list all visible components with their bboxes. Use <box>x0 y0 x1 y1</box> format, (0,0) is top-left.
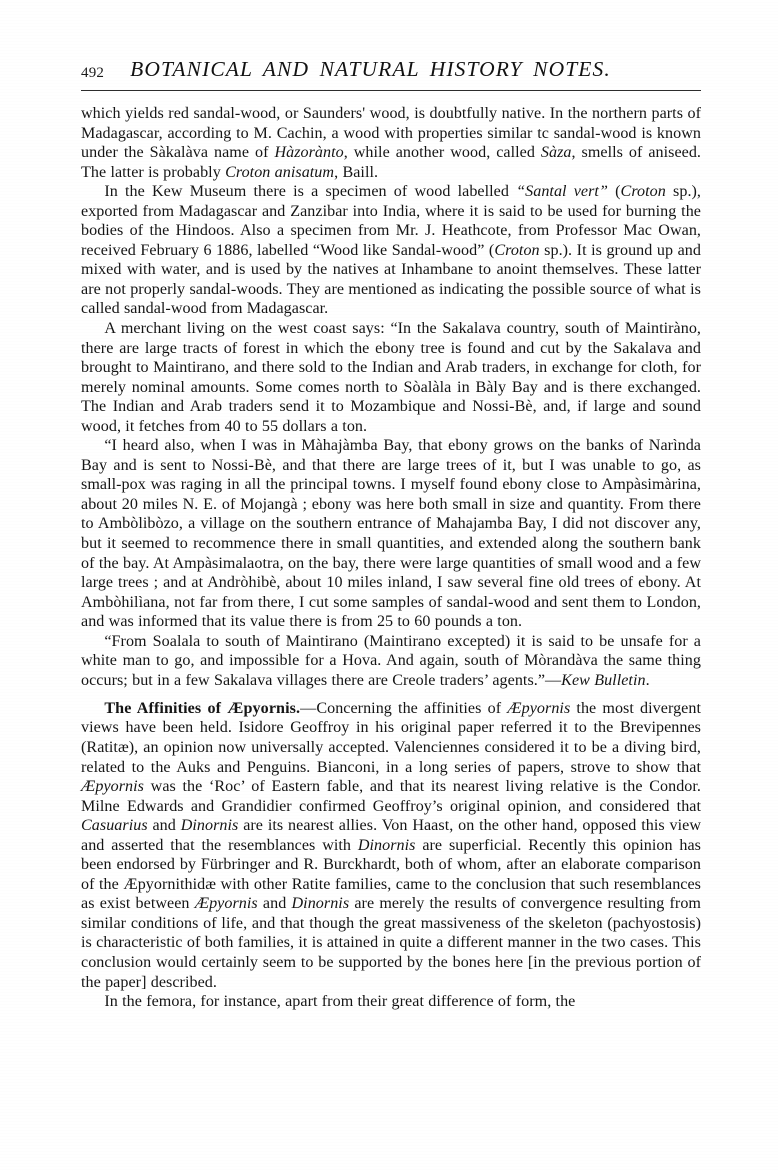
text-run: “From Soalala to south of Maintirano (Maintirano excepted) it is said to be unsafe for a white man to go, and impossible for a Hova. And again, south of Mòrandàva the same thing occurs; but in a few Sakalava villages there are Creole traders’ agents.”— <box>81 632 701 689</box>
paragraph-p1-sandalwood-continuation <box>81 104 701 182</box>
italic-phrase: Croton anisatum <box>225 163 335 181</box>
text-run: —Concerning the affinities of <box>300 699 508 717</box>
running-head-title: BOTANICAL AND NATURAL HISTORY NOTES. <box>130 57 611 81</box>
body-text-column <box>81 104 701 1012</box>
paragraph-p2-kew-museum <box>81 182 701 319</box>
text-run: , smells of aniseed. The latter is probably <box>81 144 702 181</box>
italic-phrase: Dinornis <box>180 817 239 835</box>
header-rule-divider <box>81 90 701 91</box>
text-run: sp.). It is ground up and mixed with water, and is used by the natives at Inhambane to anoint themselves. These latter are not properly sandal-woods. They are mentioned as indicating the possible source of what is called sandal-wood from Madagascar. <box>81 241 701 318</box>
italic-phrase: Dinornis <box>357 836 416 854</box>
paragraph-p5-soalala-kew-bulletin <box>81 632 701 691</box>
text-run: , Baill. <box>334 163 379 181</box>
running-head <box>81 57 700 82</box>
text-run: . <box>645 671 650 689</box>
italic-phrase: Æpyornis <box>507 699 571 717</box>
italic-phrase: Hàzorànto <box>274 144 344 162</box>
text-run: and <box>257 895 292 913</box>
text-run: are merely the results of convergence resulting from similar conditions of life, and that though the great massiveness of the skeleton (pachyostosis) is characteristic of both families, it is attained in quite a different manner in the two cases. This conclusion would certainly seem to be supported by the bones here [in the previous portion of the paper] described. <box>81 895 701 991</box>
text-run: are its nearest allies. Von Haast, on the other hand, opposed this view and asserted that the resemblances with <box>81 817 701 854</box>
text-run: “I heard also, when I was in Màhajàmba Bay, that ebony grows on the banks of Narìnda Bay and is sent to Nossi-Bè, and that there are large trees of it, but I was unable to go, as small-pox was raging in all the principal towns. I myself found ebony close to Ampàsimàrina, about 20 miles N. E. of Mojangà ; ebony was here both small in size and quantity. From there to Ambòlibòzo, a village on the southern entrance of Mahajamba Bay, I did not discover any, but it seemed to recommence there in small quantities, and extended along the southern bank of the bay. At Ampàsimalaotra, on the bay, there were large quantities of small wood and a few large trees ; and at Andròhibè, about 10 miles inland, I saw several fine old trees of ebony. At Ambòhilìana, not far from there, I cut some samples of sandal-wood and sent them to London, and was informed that its value there is from 25 to 60 pounds a ton. <box>81 437 701 631</box>
text-run: ( <box>607 183 621 201</box>
text-run: sp.), exported from Madagascar and Zanzibar into India, where it is said to be used for burning the bodies of the Hindoos. Also a specimen from Mr. J. Heathcote, from Professor Mac Owan, received February 6 1886, labelled “Wood like Sandal-wood” ( <box>81 183 701 259</box>
text-run: In the Kew Museum there is a specimen of wood labelled <box>104 183 517 201</box>
italic-phrase: Croton <box>620 183 666 201</box>
paragraph-p6-affinities-aepyornis <box>81 699 701 992</box>
text-run: which yields red sandal-wood, or Saunders' wood, is doubtfully native. In the northern parts of Madagascar, according to M. Cachin, a wood with properties similar tc sandal-wood is known under the Sàkalàva name of <box>81 105 701 162</box>
italic-phrase: “Santal vert” <box>516 183 608 201</box>
text-run: the most divergent views have been held. Isidore Geoffroy in his original paper referred it to the Brevipennes (Ratitæ), an opinion now universally accepted. Valenciennes considered it to be a diving bird, related to the Auks and Penguins. Bianconi, in a long series of papers, strove to show that <box>81 699 701 776</box>
text-run: and <box>147 817 181 835</box>
text-run: In the femora, for instance, apart from their great difference of form, the <box>104 993 576 1011</box>
section-runin-title: The Affinities of Æpyornis. <box>104 699 301 717</box>
italic-phrase: Æpyornis <box>194 895 258 913</box>
italic-phrase: Casuarius <box>81 817 148 835</box>
italic-phrase: Sàza <box>540 144 572 162</box>
italic-phrase: Dinornis <box>291 895 350 913</box>
paragraph-p3-merchant-west-coast <box>81 319 701 436</box>
italic-phrase: Croton <box>494 241 540 259</box>
text-run: are superficial. Recently this opinion has been endorsed by Fürbringer and R. Burckhardt, both of whom, after an elaborate comparison of the Æpyornithidæ with other Ratite families, came to the conclusion that such resemblances as exist between <box>81 836 701 913</box>
text-run: , while another wood, called <box>343 144 541 162</box>
text-run: was the ‘Roc’ of Eastern fable, and that its nearest living relative is the Condor. Milne Edwards and Grandidier confirmed Geoffroy’s original opinion, and considered that <box>81 778 701 815</box>
page-folio-number: 492 <box>81 65 105 81</box>
paragraph-p4-heard-also-mahajamba <box>81 436 701 631</box>
italic-phrase: Æpyornis <box>81 778 144 796</box>
text-run: A merchant living on the west coast says: “In the Sakalava country, south of Maintiràno, there are large tracts of forest in which the ebony tree is found and cut by the Sakalava and brought to Maintirano, and there sold to the Indian and Arab traders, in exchange for cloth, for merely nominal amounts. Some comes north to Sòalàla in Bàly Bay and is there exchanged. The Indian and Arab traders send it to Mozambique and Nossi-Bè, and, if large and sound wood, it fetches from 40 to 55 dollars a ton. <box>81 320 701 435</box>
italic-phrase: Kew Bulletin <box>561 671 646 689</box>
paragraph-p7-femora-catchword <box>81 992 701 1012</box>
